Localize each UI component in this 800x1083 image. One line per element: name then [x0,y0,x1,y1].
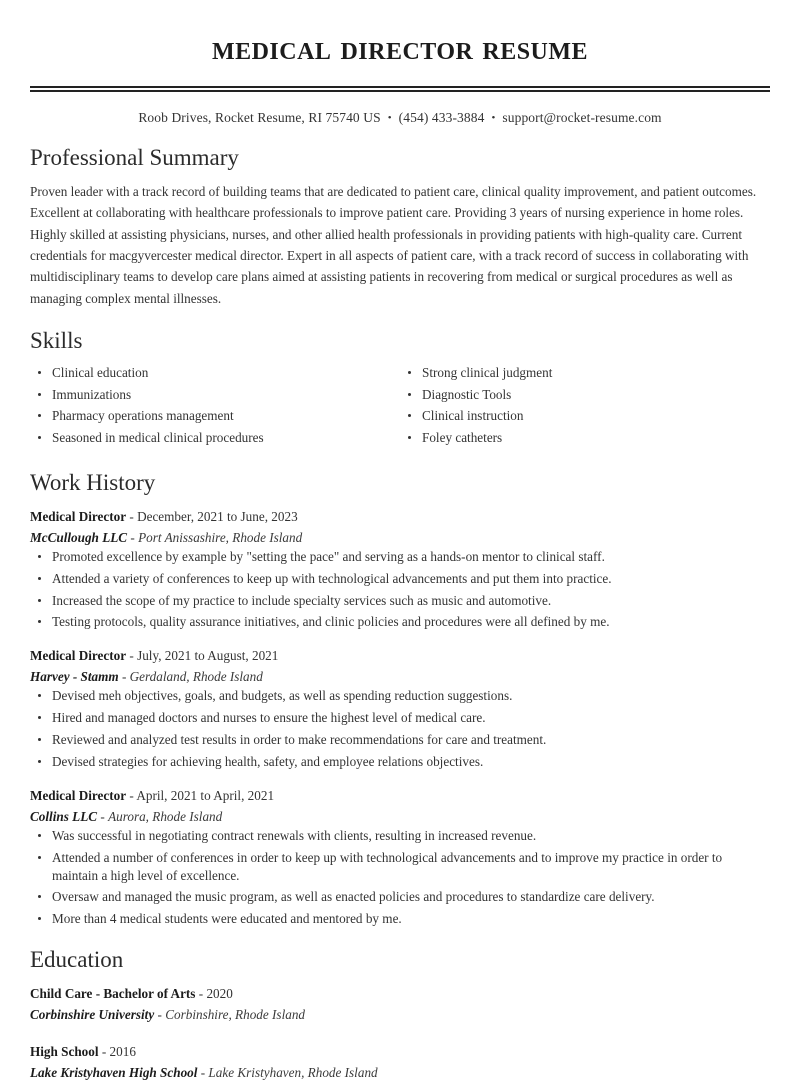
list-item: Devised strategies for achieving health, safety, and employee relations objectives. [30,753,770,771]
list-item: Promoted excellence by example by "setting the pace" and serving as a hands-on mentor to clinical staff. [30,548,770,566]
skills-columns [30,364,770,451]
education-entry [30,1041,770,1083]
school-name: Corbinshire University [30,1006,155,1022]
separator-dash: - [118,669,130,685]
list-item: Strong clinical judgment [400,364,770,382]
separator-dash: - [98,1043,110,1059]
graduation-year: 2020 [206,985,233,1001]
company-name: Harvey - Stamm [30,669,119,685]
list-item: Pharmacy operations management [30,407,400,425]
degree-name: High School [30,1043,99,1059]
section-education [30,946,770,1083]
work-entry-company-line [30,527,770,548]
contact-separator-2: • [491,112,496,125]
education-school-line [30,1004,770,1025]
school-name: Lake Kristyhaven High School [30,1064,198,1080]
job-dates: April, 2021 to April, 2021 [136,787,275,803]
work-entry [30,645,770,771]
section-work-history [30,469,770,928]
separator-dash: - [126,648,138,664]
contact-phone: (454) 433-3884 [398,110,485,126]
contact-address: Roob Drives, Rocket Resume, RI 75740 US [138,110,381,126]
section-heading-summary: Professional Summary [30,145,239,171]
separator-dash: - [126,508,138,524]
education-entry [30,983,770,1025]
work-entry [30,506,770,632]
list-item: Clinical instruction [400,407,770,425]
job-location: Aurora, Rhode Island [108,808,223,824]
job-dates: July, 2021 to August, 2021 [137,648,279,664]
list-item: More than 4 medical students were educated and mentored by me. [30,910,770,928]
work-entry-bullets [30,827,770,928]
contact-line [30,110,770,126]
work-entry-company-line [30,806,770,827]
school-location: Corbinshire, Rhode Island [165,1006,306,1022]
section-skills [30,327,770,451]
section-heading-skills: Skills [30,328,83,354]
skills-column-left [30,364,400,451]
company-name: Collins LLC [30,808,98,824]
list-item: Clinical education [30,364,400,382]
skills-list-right [400,364,770,447]
job-location: Port Anissashire, Rhode Island [138,529,303,545]
job-dates: December, 2021 to June, 2023 [137,508,298,524]
list-item: Was successful in negotiating contract renewals with clients, resulting in increased revenue. [30,827,770,845]
separator-dash: - [126,787,137,803]
page-title: medical director resume [211,30,589,67]
list-item: Oversaw and managed the music program, as well as enacted policies and procedures to standardize care delivery. [30,888,770,906]
list-item: Devised meh objectives, goals, and budgets, as well as spending reduction suggestions. [30,687,770,705]
list-item: Attended a number of conferences in order to keep up with technological advancements and to improve my practice in order to maintain a high level of excellence. [30,849,770,885]
work-entry-title-line [30,506,770,527]
education-degree-line [30,1041,770,1062]
separator-dash: - [154,1006,166,1022]
list-item: Seasoned in medical clinical procedures [30,429,400,447]
list-item: Immunizations [30,386,400,404]
list-item: Diagnostic Tools [400,386,770,404]
work-entry [30,785,770,928]
summary-text: Proven leader with a track record of building teams that are dedicated to patient care, clinical quality improvement, and patient outcomes. Excellent at collaborating with healthcare professionals to improve patient care. Providing 3 years of nursing experience in home roles. Highly skilled at assisting physicians, nurses, and other allied health professionals in providing patients with high-quality care. Current credentials for macgyvercester medical director. Expert in all aspects of patient care, with a track record of success in collaborating with multidisciplinary teams to develop care plans aimed at assisting patients in recovering from medical or surgical procedures as well as managing complex mental illnesses. [30,183,757,306]
list-item: Reviewed and analyzed test results in order to make recommendations for care and treatment. [30,731,770,749]
contact-email: support@rocket-resume.com [502,110,662,126]
education-degree-line [30,983,770,1004]
separator-dash: - [195,985,207,1001]
list-item: Increased the scope of my practice to include specialty services such as music and automotive. [30,592,770,610]
education-school-line [30,1062,770,1083]
section-heading-education: Education [30,946,124,972]
list-item: Foley catheters [400,429,770,447]
skills-column-right [400,364,770,451]
company-name: McCullough LLC [30,529,128,545]
separator-dash: - [197,1064,209,1080]
contact-separator-1: • [387,112,392,125]
job-title: Medical Director [30,648,127,664]
work-entry-title-line [30,785,770,806]
section-professional-summary [30,144,770,309]
graduation-year: 2016 [109,1043,136,1059]
work-entry-title-line [30,645,770,666]
separator-dash: - [127,529,139,545]
job-title: Medical Director [30,787,127,803]
degree-name: Child Care - Bachelor of Arts [30,985,196,1001]
header-divider [30,86,770,92]
skills-list-left [30,364,400,447]
job-title: Medical Director [30,508,127,524]
list-item: Testing protocols, quality assurance initiatives, and clinic policies and procedures were all defined by me. [30,613,770,631]
job-location: Gerdaland, Rhode Island [129,669,263,685]
school-location: Lake Kristyhaven, Rhode Island [208,1064,378,1080]
work-entry-bullets [30,548,770,631]
section-heading-work-history: Work History [30,470,156,496]
work-entry-bullets [30,687,770,770]
list-item: Hired and managed doctors and nurses to ensure the highest level of medical care. [30,709,770,727]
list-item: Attended a variety of conferences to keep up with technological advancements and put them into practice. [30,570,770,588]
work-entry-company-line [30,666,770,687]
separator-dash: - [97,808,109,824]
